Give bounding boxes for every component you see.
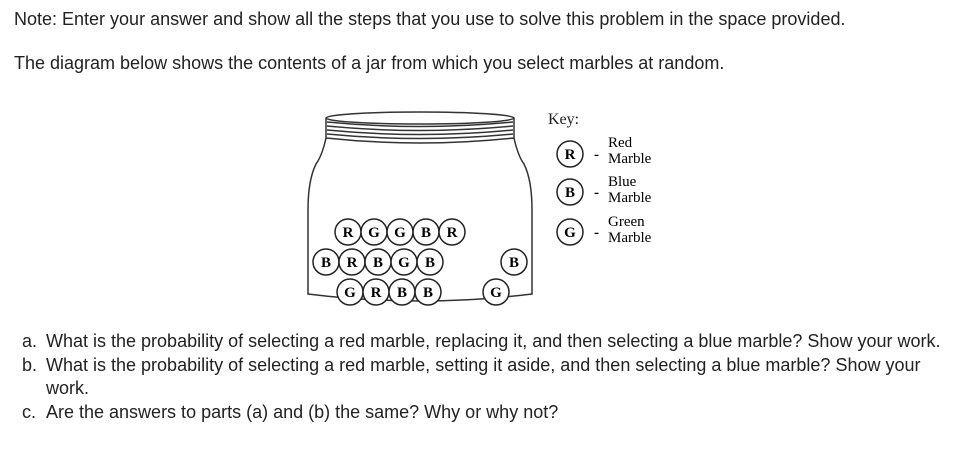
- question-c: [22, 401, 947, 424]
- svg-text:R: R: [370, 285, 382, 301]
- svg-text:Blue: Blue: [608, 174, 637, 190]
- problem-intro: The diagram below shows the contents of a jar from which you select marbles at random.: [14, 53, 725, 73]
- svg-text:-: -: [594, 147, 599, 163]
- svg-text:Marble: Marble: [608, 230, 652, 246]
- svg-text:R: R: [342, 225, 354, 241]
- marble: [361, 219, 387, 245]
- svg-text:Red: Red: [608, 135, 633, 151]
- svg-text:B: B: [424, 255, 436, 271]
- svg-text:B: B: [422, 285, 434, 301]
- question-b: [22, 354, 947, 400]
- svg-text:-: -: [594, 225, 599, 241]
- svg-text:G: G: [564, 225, 576, 241]
- question-list: [22, 330, 947, 425]
- svg-text:Green: Green: [608, 214, 645, 230]
- jar-svg: [300, 104, 680, 310]
- key-label: Key:: [548, 111, 580, 128]
- svg-text:B: B: [564, 185, 576, 201]
- question-label: c.: [22, 402, 37, 422]
- marble: [339, 249, 365, 275]
- svg-text:R: R: [446, 225, 458, 241]
- key-entry-green: [557, 214, 652, 246]
- marble: [363, 279, 389, 305]
- question-a: [22, 330, 947, 353]
- marble: [501, 249, 527, 275]
- marble: [389, 279, 415, 305]
- jar-lid: [326, 112, 514, 143]
- marble: [313, 249, 339, 275]
- jar-body: [308, 138, 532, 301]
- marble: [417, 249, 443, 275]
- svg-text:G: G: [368, 225, 380, 241]
- svg-text:R: R: [346, 255, 358, 271]
- marble: [335, 219, 361, 245]
- svg-text:B: B: [508, 255, 520, 271]
- marble: [365, 249, 391, 275]
- marble: [439, 219, 465, 245]
- marble-jar-diagram: [300, 104, 680, 310]
- marble: [391, 249, 417, 275]
- key-entry-blue: [557, 174, 652, 206]
- svg-text:Marble: Marble: [608, 190, 652, 206]
- question-text: Are the answers to parts (a) and (b) the same? Why or why not?: [46, 402, 559, 422]
- svg-text:G: G: [398, 255, 410, 271]
- marble: [337, 279, 363, 305]
- instruction-note: Note: Enter your answer and show all the steps that you use to solve this problem in the space provided.: [14, 9, 846, 29]
- question-text: What is the probability of selecting a red marble, setting it aside, and then selecting a blue marble? Show your work.: [46, 355, 921, 398]
- svg-text:Marble: Marble: [608, 151, 652, 167]
- svg-text:-: -: [594, 185, 599, 201]
- svg-text:G: G: [490, 285, 502, 301]
- question-label: b.: [22, 355, 38, 375]
- key-entry-red: [557, 135, 652, 167]
- svg-text:B: B: [396, 285, 408, 301]
- svg-text:G: G: [344, 285, 356, 301]
- svg-text:G: G: [394, 225, 406, 241]
- marble: [413, 219, 439, 245]
- svg-text:B: B: [420, 225, 432, 241]
- marble: [387, 219, 413, 245]
- marble: [415, 279, 441, 305]
- svg-text:B: B: [372, 255, 384, 271]
- question-text: What is the probability of selecting a red marble, replacing it, and then selecting a blue marble? Show your work.: [46, 331, 941, 351]
- question-label: a.: [22, 331, 38, 351]
- svg-text:B: B: [320, 255, 332, 271]
- marble: [483, 279, 509, 305]
- svg-text:R: R: [564, 147, 576, 163]
